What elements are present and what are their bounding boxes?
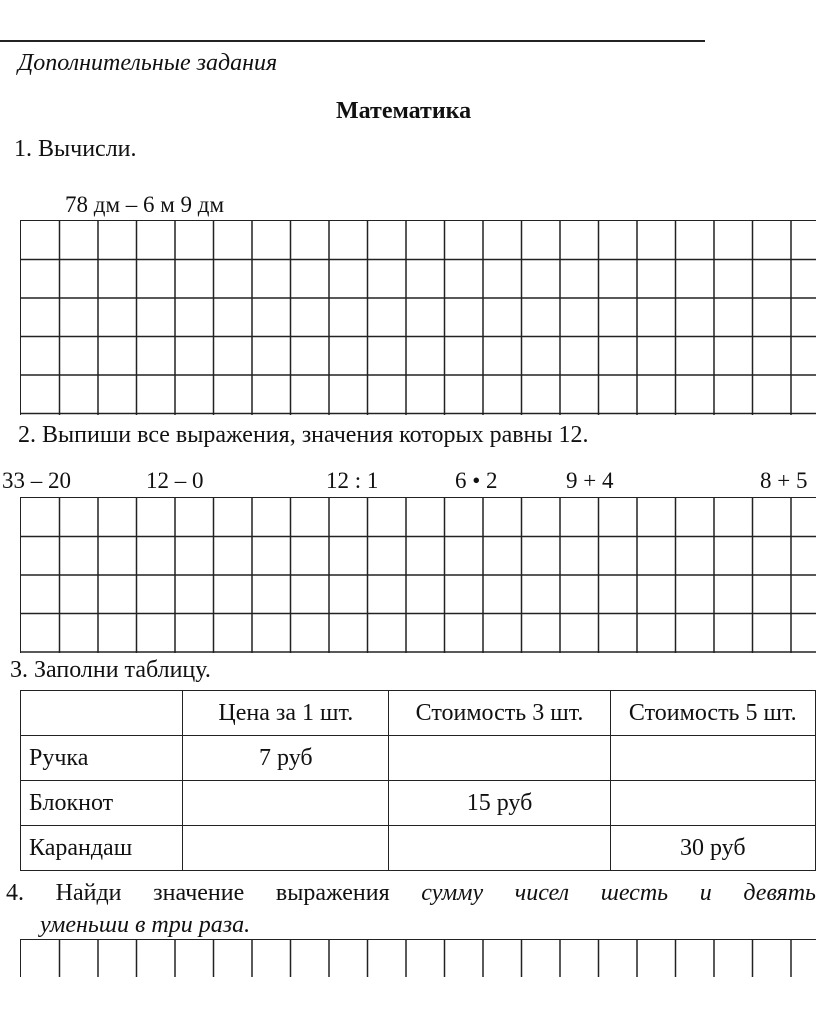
table-cell[interactable] [610, 781, 815, 826]
table-cell[interactable]: 7 руб [183, 736, 389, 781]
table-row [21, 781, 816, 826]
table-cell[interactable] [389, 736, 610, 781]
section-title: Дополнительные задания [18, 50, 278, 76]
task2-expression-6: 8 + 5 [760, 468, 808, 493]
grid-lines [21, 498, 816, 653]
task4-word: значение [153, 880, 245, 906]
task4-word: выражения [275, 880, 390, 906]
answer-grid-task1[interactable] [20, 220, 816, 415]
task4-word: сумму [421, 880, 484, 906]
answer-grid-task4[interactable] [20, 939, 816, 977]
grid-lines [21, 940, 816, 977]
table-header-cell [21, 691, 183, 736]
task1-prompt: 1. Вычисли. [14, 136, 137, 162]
task2-expression-5: 9 + 4 [566, 468, 614, 493]
table-row-label: Карандаш [21, 826, 183, 871]
task4-continuation: уменьши в три раза. [40, 912, 251, 938]
top-rule [0, 40, 705, 42]
task4-word: чисел [514, 880, 570, 906]
task2-expression-2: 12 – 0 [146, 468, 204, 493]
task4-line1 [6, 877, 816, 909]
table-row [21, 826, 816, 871]
task3-prompt: 3. Заполни таблицу. [10, 657, 211, 683]
grid-lines [21, 221, 816, 415]
subject-title: Математика [336, 98, 472, 124]
table-row [21, 736, 816, 781]
task2-expression-4: 6 • 2 [455, 468, 498, 493]
table-cell[interactable] [389, 826, 610, 871]
table-cell[interactable]: 15 руб [389, 781, 610, 826]
task4-word: шесть [600, 880, 669, 906]
table-header-cell: Стоимость 5 шт. [610, 691, 815, 736]
task2-prompt: 2. Выпиши все выражения, значения которых равны 12. [18, 422, 589, 448]
table-cell[interactable] [183, 826, 389, 871]
task2-expression-1: 33 – 20 [2, 468, 71, 493]
task2-expression-3: 12 : 1 [326, 468, 379, 493]
answer-grid-task2[interactable] [20, 497, 816, 653]
price-table [20, 690, 816, 871]
task1-expression: 78 дм – 6 м 9 дм [65, 192, 225, 217]
task4-word: Найди [55, 880, 122, 906]
table-row-label: Блокнот [21, 781, 183, 826]
task4-prompt [6, 877, 816, 941]
table-header-cell: Стоимость 3 шт. [389, 691, 610, 736]
table-header-cell: Цена за 1 шт. [183, 691, 389, 736]
task4-word: 4. [6, 880, 24, 906]
task4-word: девять [743, 880, 816, 906]
table-cell[interactable] [183, 781, 389, 826]
table-row-label: Ручка [21, 736, 183, 781]
table-cell[interactable] [610, 736, 815, 781]
table-header-row [21, 691, 816, 736]
task4-word: и [699, 880, 712, 906]
table-cell[interactable]: 30 руб [610, 826, 815, 871]
